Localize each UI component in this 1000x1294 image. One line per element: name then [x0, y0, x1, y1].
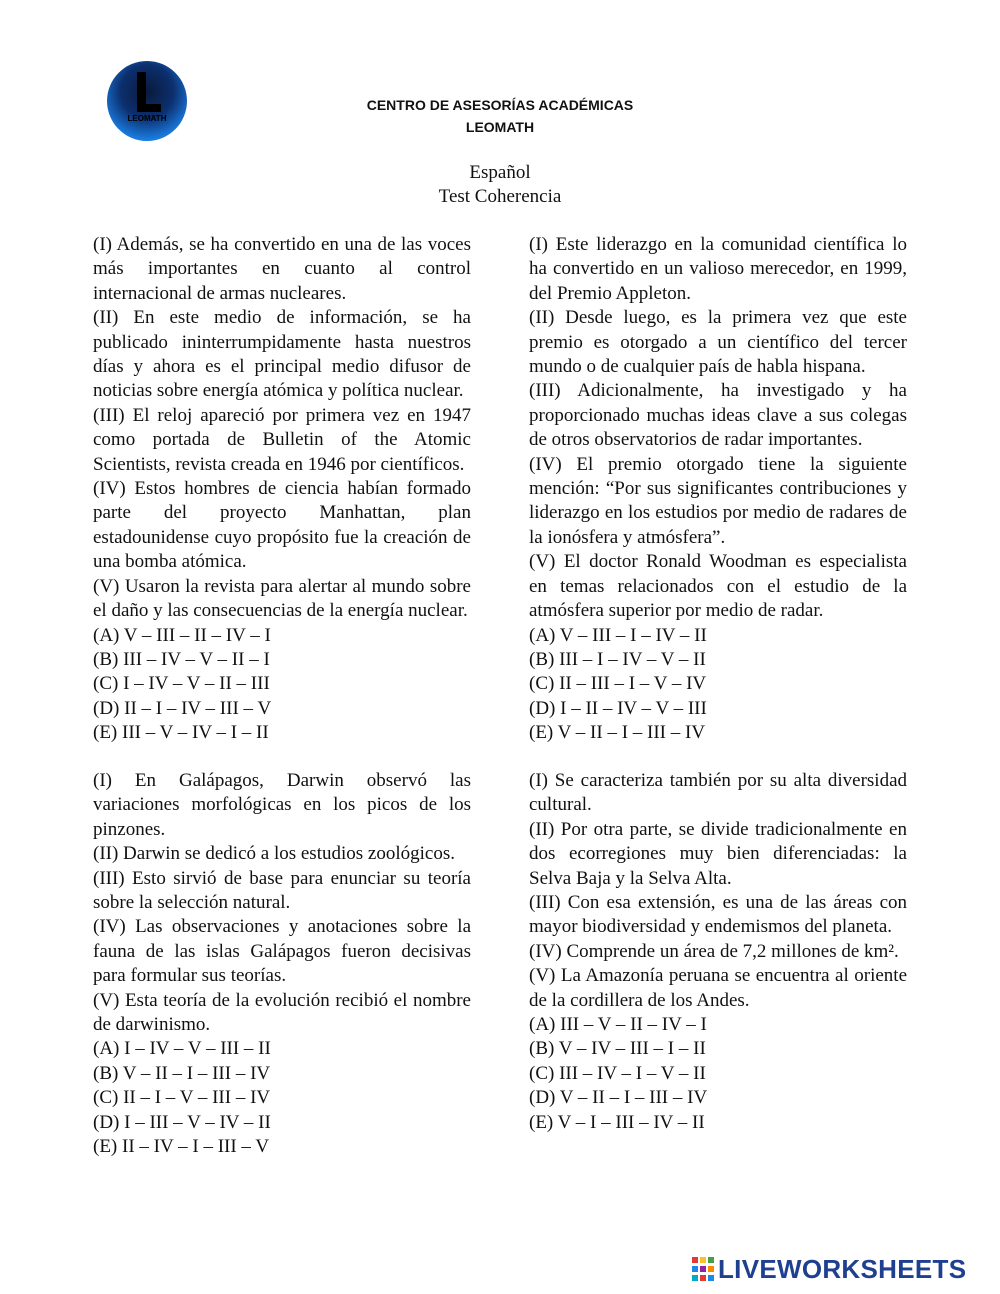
answer-option: (E) II – IV – I – III – V: [93, 1136, 270, 1158]
statement: (I) Se caracteriza también por su alta diversidad cultural.: [529, 770, 907, 816]
answer-option: (A) V – III – I – IV – II: [529, 624, 707, 646]
statement: (V) Usaron la revista para alertar al mundo sobre el daño y las consecuencias de la energía nuclear.: [93, 575, 471, 622]
statement: (II) En este medio de información, se ha publicado ininterrumpidamente hasta nuestros días y ahora es el principal medio difusor de noticias sobre energía atómica y política nuclear.: [93, 307, 471, 402]
answer-option: (C) II – I – V – III – IV: [93, 1087, 271, 1109]
answer-option: (D) V – II – I – III – IV: [529, 1087, 708, 1109]
question-block-1: [93, 233, 471, 746]
statement: (II) Por otra parte, se divide tradicionalmente en dos ecorregiones muy bien diferenciadas: la Selva Baja y la Selva Alta.: [529, 818, 907, 889]
answer-option: (A) I – IV – V – III – II: [93, 1038, 271, 1060]
statement: (IV) El premio otorgado tiene la siguiente mención: “Por sus significantes contribuciones y liderazgo en los estudios por medio de radares de la ionósfera y atmósfera”.: [529, 453, 907, 548]
statement: (V) La Amazonía peruana se encuentra al oriente de la cordillera de los Andes.: [529, 965, 907, 1011]
answer-option: (C) II – III – I – V – IV: [529, 673, 707, 695]
statement: (II) Desde luego, es la primera vez que este premio es otorgado a un científico del tercer mundo o de cualquier país de habla hispana.: [529, 307, 907, 378]
test-title: Test Coherencia: [438, 186, 562, 207]
answer-option: (D) I – III – V – IV – II: [93, 1111, 271, 1133]
statement: (III) Con esa extensión, es una de las áreas con mayor biodiversidad y endemismos del planeta.: [529, 892, 907, 938]
institution-name: CENTRO DE ASESORÍAS ACADÉMICAS: [366, 97, 634, 113]
institution-header: [0, 94, 1000, 138]
statement: (IV) Comprende un área de 7,2 millones de km².: [529, 940, 899, 962]
statement: (IV) Estos hombres de ciencia habían formado parte del proyecto Manhattan, plan estadounidense cuyo propósito fue la creación de una bomba atómica.: [93, 478, 471, 573]
statement: (V) El doctor Ronald Woodman es especialista en temas relacionados con el estudio de la atmósfera superior por medio de radar.: [529, 551, 907, 622]
answer-option: (E) V – II – I – III – IV: [529, 722, 706, 744]
answer-option: (C) III – IV – I – V – II: [529, 1062, 706, 1084]
liveworksheets-brand[interactable]: [692, 1254, 966, 1284]
answer-option: (E) V – I – III – IV – II: [529, 1111, 705, 1133]
statement: (II) Darwin se dedicó a los estudios zoológicos.: [93, 843, 455, 865]
answer-option: (D) II – I – IV – III – V: [93, 697, 272, 719]
answer-option: (B) III – I – IV – V – II: [529, 648, 706, 670]
liveworksheets-logo-icon: [692, 1257, 714, 1281]
statement: (I) En Galápagos, Darwin observó las variaciones morfológicas en los picos de los pinzones.: [93, 770, 471, 840]
answer-option: (B) V – IV – III – I – II: [529, 1038, 706, 1060]
answer-option: (A) III – V – II – IV – I: [529, 1014, 707, 1036]
answer-option: (B) III – IV – V – II – I: [93, 648, 270, 670]
statement: (III) Esto sirvió de base para enunciar su teoría sobre la selección natural.: [93, 867, 471, 914]
answer-option: (B) V – II – I – III – IV: [93, 1062, 271, 1084]
liveworksheets-wordmark: LIVEWORKSHEETS: [718, 1253, 967, 1284]
statement: (I) Este liderazgo en la comunidad científica lo ha convertido en un valioso merecedor, en 1999, del Premio Appleton.: [529, 234, 907, 304]
question-block-3: [93, 769, 471, 1160]
statement: (III) El reloj apareció por primera vez en 1947 como portada de Bulletin of the Atomic Scientists, revista creada en 1946 por científicos.: [93, 404, 471, 475]
test-subheader: [0, 161, 1000, 209]
answer-option: (D) I – II – IV – V – III: [529, 697, 707, 719]
subject-title: Español: [469, 162, 531, 183]
svg-text:LEOMATH: LEOMATH: [127, 114, 167, 123]
statement: (III) Adicionalmente, ha investigado y ha proporcionado muchas ideas clave a sus colegas de otros observatorios de radar importantes.: [529, 380, 907, 451]
statement: (IV) Las observaciones y anotaciones sobre la fauna de las islas Galápagos fueron decisivas para formular sus teorías.: [93, 916, 471, 987]
answer-option: (E) III – V – IV – I – II: [93, 722, 269, 744]
answer-option: (C) I – IV – V – II – III: [93, 673, 270, 695]
statement: (I) Además, se ha convertido en una de las voces más importantes en cuanto al control internacional de armas nucleares.: [93, 234, 471, 304]
statement: (V) Esta teoría de la evolución recibió el nombre de darwinismo.: [93, 989, 471, 1036]
question-block-2: [529, 233, 907, 746]
question-block-4: [529, 769, 907, 1135]
answer-option: (A) V – III – II – IV – I: [93, 624, 271, 646]
institution-brand: LEOMATH: [465, 119, 535, 135]
